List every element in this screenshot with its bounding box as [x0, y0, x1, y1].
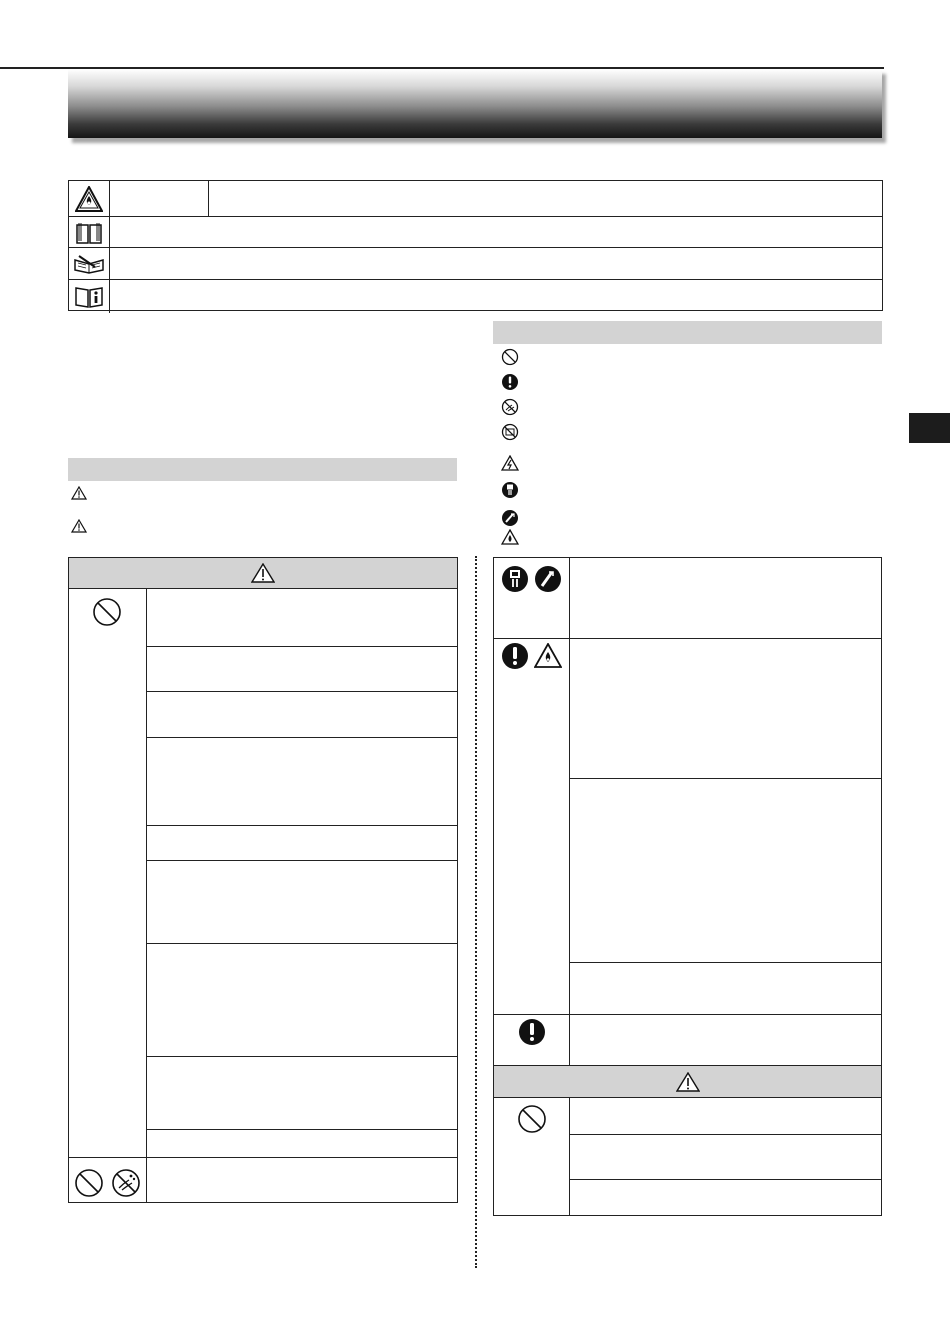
caution-triangle-icon [71, 486, 87, 500]
unplug-icon [501, 565, 529, 593]
caution-triangle-icon [71, 519, 87, 533]
mandatory-icon [518, 1018, 546, 1046]
breaker-off-icon [501, 509, 519, 527]
flammable-warning-icon [69, 181, 110, 216]
mandatory-icon [501, 642, 529, 670]
prohibited-icon [74, 1168, 104, 1198]
title-banner [68, 69, 882, 138]
symbols-section-header [493, 321, 882, 344]
read-manual-icon [69, 248, 110, 280]
column-divider [475, 556, 477, 1268]
unplug-icon [501, 481, 519, 499]
no-wet-hands-icon [111, 1168, 141, 1198]
symbol-legend-table [68, 180, 883, 311]
warning-triangle-icon [251, 563, 275, 583]
prohibited-icon [517, 1104, 547, 1134]
legend-row-manual [69, 216, 882, 248]
legend-row-read-manual [69, 247, 882, 280]
mandatory-icon [501, 373, 519, 391]
fire-warning-icon [501, 529, 519, 545]
info-manual-icon [69, 280, 110, 313]
breaker-off-icon [534, 565, 562, 593]
warning-table-right [493, 557, 882, 1216]
chapter-tab [909, 413, 950, 443]
caution-triangle-icon [676, 1072, 700, 1092]
notes-section-header [68, 458, 457, 481]
flammable-warning-icon [534, 643, 562, 668]
manual-book-icon [69, 217, 110, 248]
caution-table-header [494, 1065, 881, 1098]
no-wet-hands-icon [501, 398, 519, 416]
warning-table-header [69, 558, 457, 589]
prohibited-icon [92, 597, 122, 627]
no-water-icon [501, 423, 519, 441]
legend-row-flammable [69, 181, 882, 216]
legend-label-cell [109, 181, 209, 216]
warning-table-left [68, 557, 458, 1203]
legend-row-info-manual [69, 279, 882, 313]
symbol-list [501, 348, 521, 548]
electric-shock-icon [501, 455, 519, 471]
prohibited-icon [501, 348, 519, 366]
